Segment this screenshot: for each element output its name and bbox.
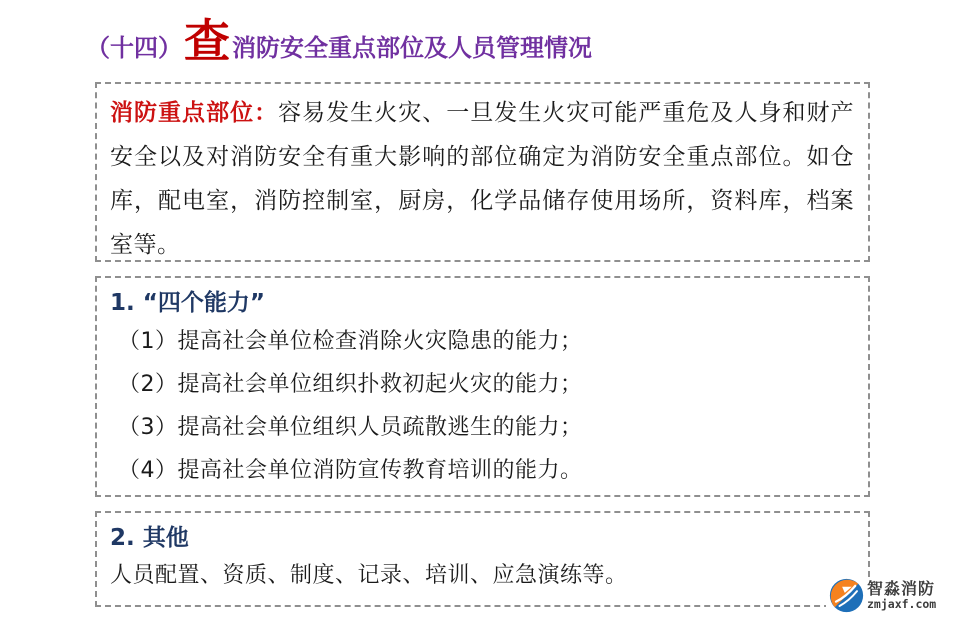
title-index: （十四） xyxy=(86,33,182,62)
watermark-name: 智淼消防 xyxy=(867,578,936,598)
title-keyword-cha: 查 xyxy=(184,14,230,68)
other-heading: 2. 其他 xyxy=(110,525,189,551)
section-four-abilities-box xyxy=(95,276,870,497)
key-parts-paragraph xyxy=(110,91,854,267)
ability-item-3: （3）提高社会单位组织人员疏散逃生的能力； xyxy=(118,415,583,440)
section-key-parts-box xyxy=(95,82,870,262)
watermark-domain: zmjaxf.com xyxy=(867,596,937,611)
watermark-text xyxy=(867,578,937,611)
section-other-box xyxy=(95,511,870,607)
key-parts-body: 容易发生火灾、一旦发生火灾可能严重危及人身和财产安全以及对消防安全有重大影响的部位确定为消防安全重点部位。如仓库，配电室，消防控制室，厨房，化学品储存使用场所，资料库，档案室等。 xyxy=(110,100,855,258)
ability-item-4: （4）提高社会单位消防宣传教育培训的能力。 xyxy=(118,458,583,483)
page-title xyxy=(86,14,592,68)
ability-item-1: （1）提高社会单位检查消除火灾隐患的能力； xyxy=(118,329,583,354)
watermark-logo xyxy=(826,577,939,614)
other-body: 人员配置、资质、制度、记录、培训、应急演练等。 xyxy=(110,563,628,588)
title-text: 消防安全重点部位及人员管理情况 xyxy=(232,33,592,62)
ability-item-2: （2）提高社会单位组织扑救初起火灾的能力； xyxy=(118,372,583,397)
key-parts-lead: 消防重点部位： xyxy=(110,100,279,126)
zhimiao-fire-logo-icon xyxy=(829,578,864,613)
four-abilities-heading: 1. “四个能力” xyxy=(110,290,265,316)
